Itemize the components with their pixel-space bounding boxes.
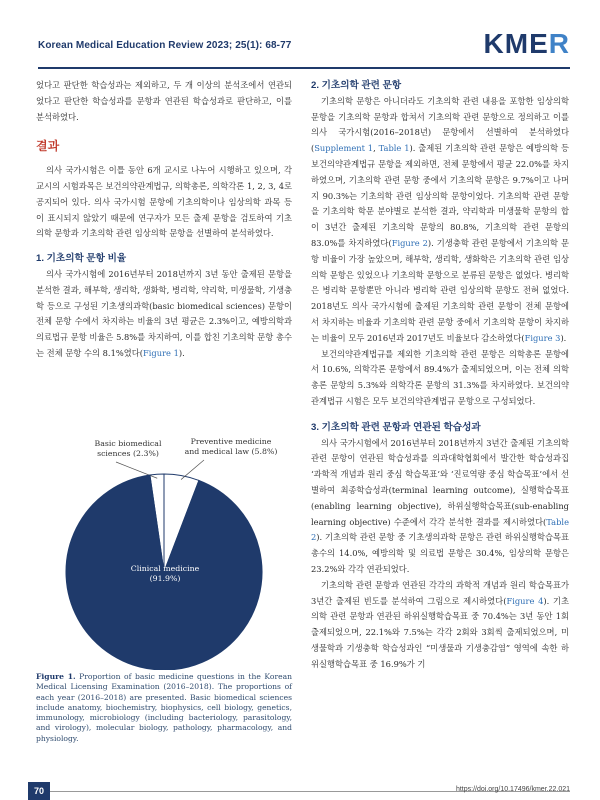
section2-heading: 2. 기초의학 관련 문항	[311, 80, 402, 91]
section1-paragraph: 의사 국가시험에 2016년부터 2018년까지 3년 동안 출제된 문항을 분석한 결과, 해부학, 생리학, 생화학, 병리학, 약리학, 미생물학, 기생충학 등으로 구성된 기초생의과학(basic biomedical sciences) 문항이 전체 문항 수에서 차지하는 비율의 3년 평균은 2.3%이고, 예방의학과 의료법규 문항 비율은 5.8%를 차지하여, 이를 합친 기초의학 문항 총수는 전체 문항 수의 8.1%였다(Figure 1).	[36, 268, 292, 358]
results-heading: 결과	[36, 139, 60, 154]
leader-line-basic	[116, 462, 157, 478]
figure3-link[interactable]: Figure 3	[524, 332, 561, 343]
section3-paragraph1: 의사 국가시험에서 2016년부터 2018년까지 3년간 출제된 기초의학 관련 문항이 연관된 학습성과를 의과대학협회에서 발간한 학습성과집 ‘과학적 개념과 원리 중심 학습목표’와 ‘진료역량 중심 학습목표’에서 선별하여 최종학습성과(terminal learning outcome), 실행학습목표(enabling learning objective), 하위실행학습목표(sub-enabling learning objective) 수준에서 각각 분석한 결과를 제시하였다(Table 2). 기초의학 관련 문항 중 기초생의과학 문항은 관련 하위실행학습목표 총수의 14.0%, 예방의학 및 의료법 문항은 30.4%, 임상의학 문항은 23.2%와 각각 연관되었다.	[311, 437, 569, 574]
doi-link[interactable]: https://doi.org/10.17496/kmer.22.021	[455, 786, 570, 793]
page-number: 70	[28, 782, 50, 800]
section3-heading: 3. 기초의학 관련 문항과 연관된 학습성과	[311, 421, 481, 433]
page-header	[38, 28, 570, 62]
journal-logo[interactable]	[484, 28, 570, 60]
figure1-link[interactable]: Figure 1	[143, 347, 179, 358]
journal-citation: Korean Medical Education Review 2023; 25(1): 68-77	[38, 40, 292, 51]
section2-paragraph2: 보건의약관계법규를 제외한 기초의학 관련 문항은 의학총론 문항에서 10.6%, 의학각론 문항에서 89.4%가 출제되었으며, 이는 전체 의학총론 문항의 5.3%와 의학각론 문항의 31.3%를 차지하였다. 보건의약관계법규 시험은 모두 보건의약관계법규 문항으로 구성되었다.	[311, 348, 569, 406]
figure4-link[interactable]: Figure 4	[506, 595, 544, 606]
figure1-caption	[36, 672, 292, 744]
figure2-link[interactable]: Figure 2	[391, 237, 428, 248]
table1-link[interactable]: Table 1	[378, 143, 410, 154]
header-rule	[38, 67, 570, 69]
results-paragraph: 의사 국가시험은 이틀 동안 6개 교시로 나누어 시행하고 있으며, 각 교시의 시험과목은 보건의약관계법규, 의학총론, 의학각론 1, 2, 3, 4로 공지되어 있다. 의사 국가시험 문항에 기초의학이나 임상의학 과목 등이 표시되지 않았기 때문에 연구자가 모든 출제 문항을 검토하여 기초의학 문항과 기초의학 관련 임상의학 문항을 선별하여 분석하였다.	[36, 165, 292, 239]
pie-svg	[36, 430, 292, 670]
section3-paragraph2: 기초의학 관련 문항과 연관된 각각의 과학적 개념과 원리 학습목표가 3년간 출제된 빈도를 분석하여 그림으로 제시하였다(Figure 4). 기초의학 관련 문항과 연관된 하위실행학습목표 중 70.4%는 3년 동안 1회 출제되었으며, 22.1%와 7.5%는 각각 2회와 3회씩 출제되었으며, 미생물학과 기생충학 학습성과인 “미생물과 기생충감염” 영역에 속한 하위실행학습목표 중 16.9%가 기	[311, 579, 570, 669]
section2-paragraph1: 기초의학 문항은 아니더라도 기초의학 관련 내용을 포함한 임상의학 문항을 기초의학 문항과 합쳐서 기초의학 관련 문항으로 정의하고 이를 의사 국가시험(2016–2018년) 문항에서 선별하여 분석하였다(Supplement 1, Table 1). 출제된 기초의학 관련 문항은 예방의학 등 보건의약관계법규 문항을 제외하면, 전체 문항에서 평균 22.0%를 차지하였으며, 기초의학 관련 문항 중에서 기초의학 문항은 9.7%이고 나머지 90.3%는 기초의학 관련 임상의학 문항이었다. 기초의학 관련 문항을 기초의학 학문 분야별로 분석한 결과, 약리학과 미생물학 문항의 합이 3년간 출제된 기초의학 문항의 80.8%, 기초의학 관련 문항의 83.0%를 차지하였다(Figure 2). 기생충학 관련 문항에서 기초의학 문항 비율이 가장 높았으며, 해부학, 생리학, 생화학은 기초의학 관련 임상의학 문항은 있었으나 기초의학 문항으로 분류된 문항은 없었다. 병리학은 병리학 문항뿐만 아니라 병리학 관련 임상의학 문항도 전혀 없었다. 2018년도 의사 국가시험에 출제된 기초의학 관련 문항이 전체 문항에서 차지하는 비율과 기초의학 관련 문항 중에서 기초의학 문항이 차지하는 비율이 모두 2016년과 2017년도 비율보다 감소하였다(Figure 3).	[311, 95, 569, 343]
intro-paragraph: 었다고 판단한 학습성과는 제외하고, 두 개 이상의 분석조에서 연관되었다고 판단한 학습성과를 문항과 연관된 학습성과로 판단하고, 이를 분석하였다.	[36, 80, 292, 122]
label-basic-biomedical: Basic biomedical sciences (2.3%)	[94, 439, 162, 458]
caption-label: Figure 1.	[36, 672, 76, 681]
table2-link[interactable]: Table 2	[311, 516, 569, 543]
left-column	[36, 78, 292, 362]
page-footer	[0, 788, 600, 800]
section1-heading: 1. 기초의학 문항 비율	[36, 253, 127, 265]
logo-accent: R	[548, 28, 570, 59]
label-preventive-medicine: Preventive medicine and medical law (5.8%)	[184, 437, 278, 456]
caption-text: Proportion of basic medicine questions in the Korean Medical Licensing Examination (2016–2018). The proportions of each year (2016–2018) are presented. Basic biomedical sciences include anatomy, biochemistry, biophysics, cell biology, genetics, immunology, microbiology (including bacteriology, parasitology, and virology), molecular biology, pathology, pharmacology, and physiology.	[36, 672, 292, 743]
logo-main: KME	[483, 28, 549, 59]
right-column	[311, 78, 569, 672]
supplement1-link[interactable]: Supplement 1	[314, 143, 374, 154]
label-clinical-medicine: Clinical medicine (91.9%)	[130, 564, 200, 583]
leader-line-preventive	[181, 460, 204, 480]
